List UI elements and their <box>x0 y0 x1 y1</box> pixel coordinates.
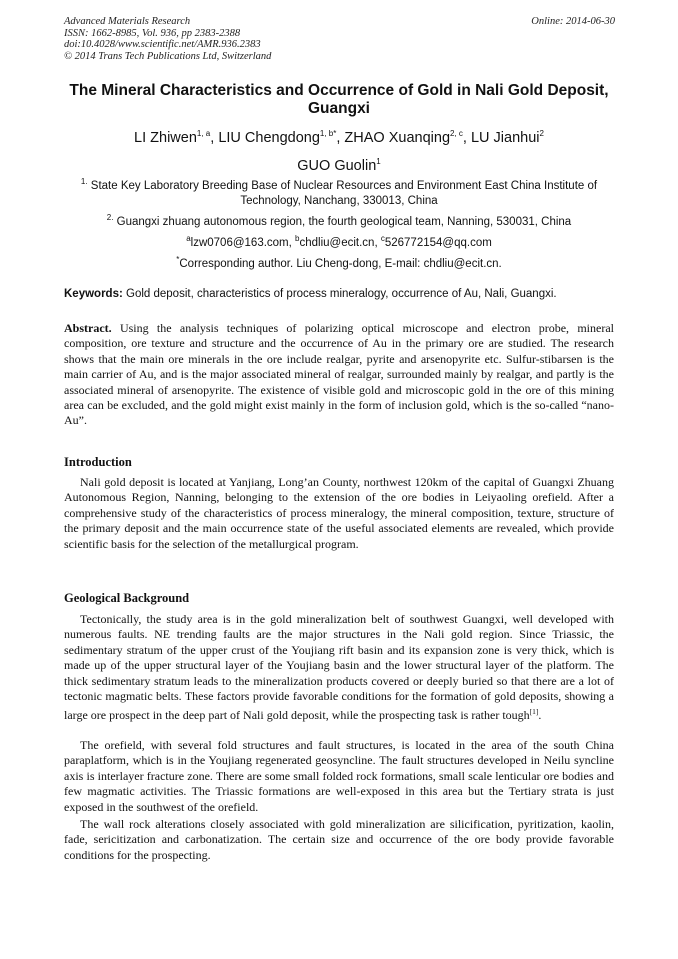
author-mark: 1, b* <box>319 129 337 138</box>
journal-header <box>64 16 271 62</box>
affiliation-2 <box>64 210 614 230</box>
online-date: Online: 2014-06-30 <box>531 16 615 27</box>
abstract <box>64 321 614 429</box>
author-name: LU Jianhui <box>470 129 540 146</box>
affiliation-mark: 1. <box>80 177 88 186</box>
journal-name: Advanced Materials Research <box>64 16 191 27</box>
author-name: LI Zhiwen <box>134 129 197 146</box>
author-name: GUO Guolin <box>297 157 377 174</box>
abstract-label: Abstract. <box>64 321 112 335</box>
geology-paragraph-2: The orefield, with several fold structures and fault structures, is located in the area of the south China paraplatform, which is in the Youjiang regenerated geosyncline. The fault structures developed in Neilu syncline axis is interlayer fracture zone. There are some small folded rock formations, small scale lenticular ore bodies and few magmatic activities. The Triassic formations are well-exposed in this area but the Tertiary strata is just exposed in the southwest of the orefield. <box>64 738 614 814</box>
abstract-text: Using the analysis techniques of polarizing optical microscope and electron probe, mineral composition, ore texture and structure and the occurrence of Au in the primary ore are studied. The research shows that the main ore minerals in the ore include realgar, pyrite and arsenopyrite etc. Sulfur-stibarsen is the main carrier of Au, and is the major associated mineral of realgar, surrounded mainly by realgar, and partly is the associated mineral of arsenopyrite. The existence of visible gold and microscopic gold in the ore of this mining area can be excluded, and the gold might exist mainly in the form of inclusion gold, which is the so-called “nano-Au”. <box>64 321 614 428</box>
section-heading-introduction: Introduction <box>64 455 132 469</box>
author-list <box>40 122 638 178</box>
affiliation-1 <box>64 174 614 209</box>
citation-ref: [1] <box>529 707 539 717</box>
geology-paragraph-3: The wall rock alterations closely associated with gold mineralization are silicification, pyritization, kaolin, fade, sericitization and carbonatization. The certain size and occurrence of the ore body provide favorable conditions for the prospecting. <box>64 817 614 862</box>
keywords-text: Gold deposit, characteristics of process mineralogy, occurrence of Au, Nali, Guangxi. <box>126 288 557 300</box>
corresponding-author: *Corresponding author. Liu Cheng-dong, E-mail: chdliu@ecit.cn. <box>176 255 502 270</box>
section-heading-geology: Geological Background <box>64 591 190 605</box>
affiliation-mark: 2. <box>106 213 114 222</box>
email-b: chdliu@ecit.cn, <box>299 236 378 249</box>
email-line: $^a$lzw0706@163.com, $^b$chdliu@ecit.cn, $^c$526772154@qq.com <box>186 234 492 249</box>
paper-title: The Mineral Characteristics and Occurrence of Gold in Nali Gold Deposit, Guangxi <box>69 82 609 117</box>
author-name: LIU Chengdong <box>218 129 320 146</box>
author-mark: 2, c <box>450 129 463 138</box>
author-name: ZHAO Xuanqing <box>344 129 451 146</box>
issn-line: ISSN: 1662-8985, Vol. 936, pp 2383-2388 <box>64 27 241 39</box>
geology-paragraph-1-text: Tectonically, the study area is in the gold mineralization belt of southwest Guangxi, well developed with numerous faults. NE trending faults are the major structures in the Nali gold region. Since Triassic, the sedimentary stratum of the upper crust of the Youjiang rift basin and its expansion zone is very thick, which is made up of the upper structural layer of the Youjiang basin and the lower structural layer of the platform. The thick sedimentary stratum leads to the mineralization products covered or deeply buried so that there are a lot of tectonic magmatic belts. These factors provide favorable conditions for the formation of gold deposits, showing a large ore prospect in the deep part of Nali gold deposit, while the prospecting task is rather tough <box>64 612 614 723</box>
author-mark: 1, a <box>196 129 211 138</box>
affiliation-text: State Key Laboratory Breeding Base of Nuclear Resources and Environment East China Institute of Technology, Nanchang, 330013, China <box>90 179 598 207</box>
corresponding-text: Corresponding author. Liu Cheng-dong, E-mail: chdliu@ecit.cn. <box>179 257 502 270</box>
author-line-1: LI Zhiwen$^{1, a}$, LIU Chengdong$^{1, b*}$, ZHAO Xuanqing$^{2, c}$, LU Jianhui$^2$ <box>134 129 544 146</box>
email-c: 526772154@qq.com <box>384 236 492 249</box>
keywords-label: Keywords: <box>64 288 123 300</box>
author-mark: 2 <box>539 129 544 138</box>
email-a: lzw0706@163.com, <box>190 236 292 249</box>
doi-line: doi:10.4028/www.scientific.net/AMR.936.2383 <box>64 39 261 50</box>
keywords <box>64 288 624 300</box>
geology-paragraph-1: Tectonically, the study area is in the gold mineralization belt of southwest Guangxi, well developed with numerous faults. NE trending faults are the major structures in the Nali gold region. Since Triassic, the sedimentary stratum of the upper crust of the Youjiang rift basin and its expansion zone is very thick, which is made up of the upper structural layer of the Youjiang basin and the lower structural layer of the platform. The thick sedimentary stratum leads to the mineralization products covered or deeply buried so that there are a lot of tectonic magmatic belts. These factors provide favorable conditions for the formation of gold deposits, showing a large ore prospect in the deep part of Nali gold deposit, while the prospecting task is rather tough[1]. <box>64 612 614 723</box>
copyright-line: © 2014 Trans Tech Publications Ltd, Switzerland <box>64 50 272 62</box>
author-mark: 1 <box>376 156 381 166</box>
affiliation-text: Guangxi zhuang autonomous region, the fourth geological team, Nanning, 530031, China <box>116 215 572 228</box>
introduction-paragraph: Nali gold deposit is located at Yanjiang, Long’an County, northwest 120km of the capital of Guangxi Zhuang Autonomous Region, Nanning, belonging to the extension of the ore bodies in Leiyaoling orefield. After a comprehensive study of the characteristics of process mineralogy, the mineral composition, texture, structure of the primary deposit and the main occurrence state of the useful associated elements are revealed, which provide scientific basis for the selection of the metallurgical program. <box>64 475 614 551</box>
